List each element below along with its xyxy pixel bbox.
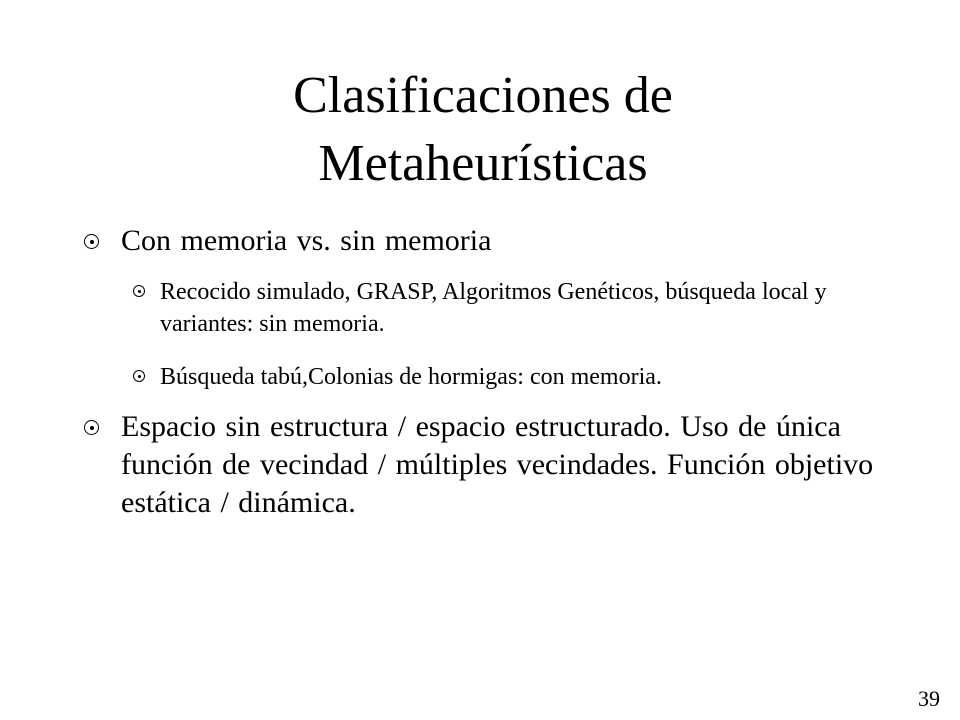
slide-title — [0, 62, 960, 198]
circled-dot-icon — [84, 234, 99, 249]
bullet-item — [84, 222, 904, 260]
sub-bullet-text: Recocido simulado, GRASP, Algoritmos Genéticos, búsqueda local y variantes: sin memoria. — [160, 279, 827, 337]
bullet-text: Con memoria vs. sin memoria — [121, 224, 492, 257]
sub-bullet-item — [133, 361, 853, 393]
sub-bullet-text: Búsqueda tabú,Colonias de hormigas: con memoria. — [160, 364, 662, 390]
circled-dot-icon — [133, 285, 145, 297]
bullet-text: Espacio sin estructura / espacio estructurado. Uso de única función de vecindad / múltiples vecindades. Función objetivo estática / dinámica. — [121, 410, 874, 519]
page-number: 39 — [918, 686, 940, 711]
title-line-1: Clasificaciones de — [293, 67, 673, 124]
sub-bullet-item — [133, 276, 853, 340]
circled-dot-icon — [84, 420, 99, 435]
circled-dot-icon — [133, 370, 145, 382]
bullet-item — [84, 408, 884, 522]
title-line-2: Metaheurísticas — [318, 135, 648, 192]
